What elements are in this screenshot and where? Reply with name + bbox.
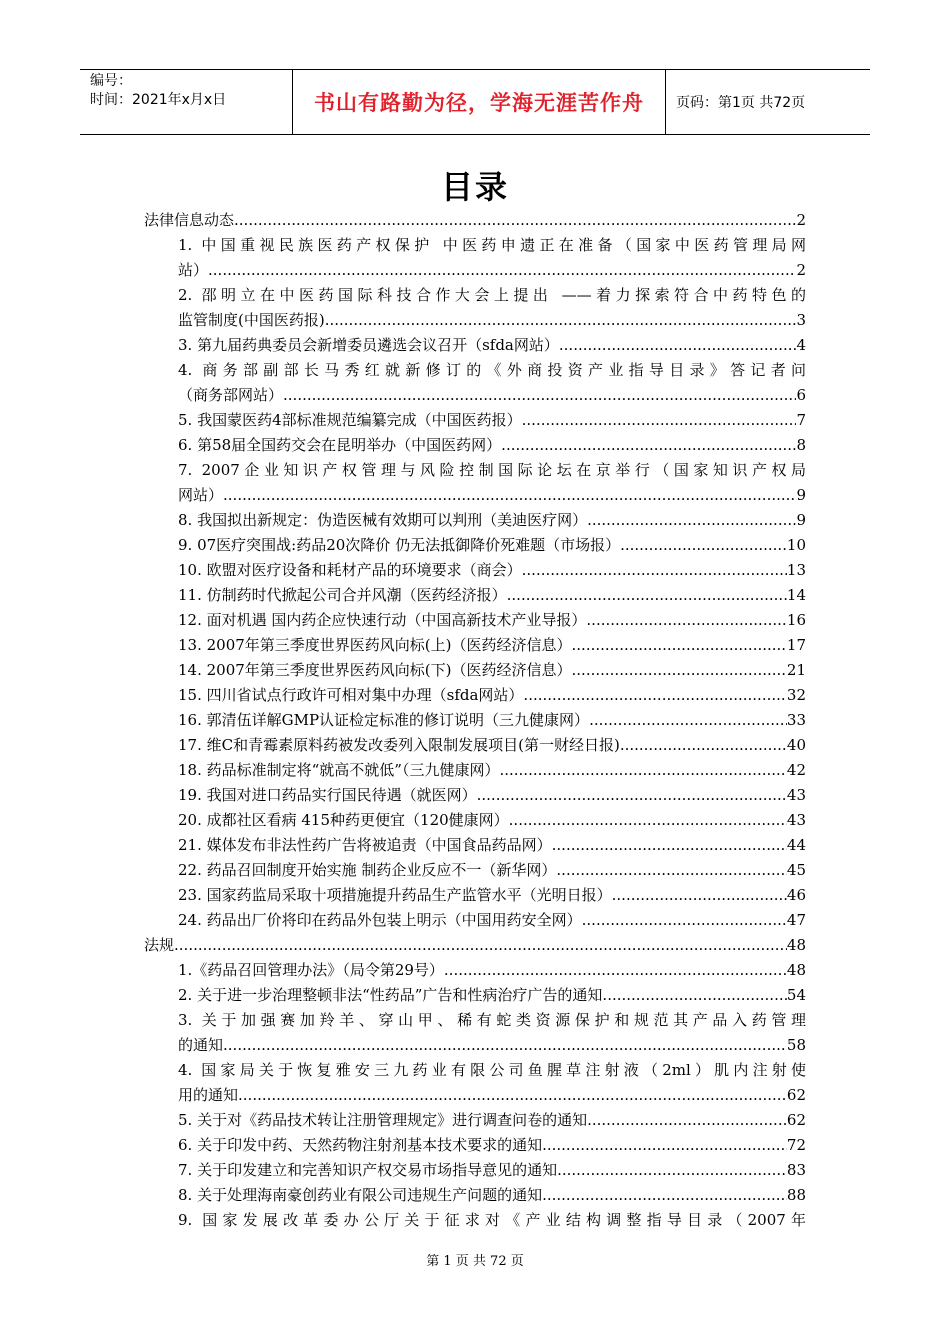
toc-dot-leader xyxy=(523,683,786,708)
toc-entry-text: 用的通知 xyxy=(178,1086,239,1104)
toc-entry-text: 2. 关于进一步治理整顿非法“性药品”广告和性病治疗广告的通知 xyxy=(178,986,603,1004)
toc-dot-leader xyxy=(522,558,787,583)
toc-entry-text: 17. 维C和青霉素原料药被发改委列入限制发展项目(第一财经日报) xyxy=(178,736,620,754)
toc-page-number: 46 xyxy=(786,886,806,904)
toc-entry-text: 网站） xyxy=(178,486,224,504)
toc-page-number: 88 xyxy=(786,1186,806,1204)
page-title: 目录 xyxy=(440,168,509,206)
toc-entry[interactable] xyxy=(144,933,806,958)
toc-dot-leader xyxy=(557,1158,787,1183)
toc-entry-text: 10. 欧盟对医疗设备和耗材产品的环境要求（商会） xyxy=(178,561,522,579)
toc-entry[interactable] xyxy=(144,608,806,633)
toc-entry-text: 法规 xyxy=(144,936,175,954)
toc-entry[interactable] xyxy=(144,958,806,983)
toc-entry[interactable] xyxy=(144,208,806,233)
toc-dot-leader xyxy=(238,1083,787,1108)
toc-dot-leader xyxy=(444,958,787,983)
toc-entry[interactable] xyxy=(144,633,806,658)
toc-entry-text: 20. 成都社区看病 415种药更便宜（120健康网） xyxy=(178,811,509,829)
toc-entry-text: 监管制度(中国医药报) xyxy=(178,311,325,329)
toc-dot-leader xyxy=(283,383,796,408)
toc-dot-leader xyxy=(223,1033,787,1058)
toc-entry[interactable] xyxy=(144,1133,806,1158)
toc-entry-text: 24. 药品出厂价将印在药品外包装上明示（中国用药安全网） xyxy=(178,911,582,929)
toc-entry-text: 15. 四川省试点行政许可相对集中办理（sfda网站） xyxy=(178,686,524,704)
toc-page-number: 7 xyxy=(796,411,806,429)
toc-entry-text: 站） xyxy=(178,261,209,279)
page-footer: 第 1 页 共 72 页 xyxy=(426,1254,524,1269)
toc-dot-leader xyxy=(234,208,796,233)
toc-page-number: 45 xyxy=(786,861,806,879)
toc-entry-text: 9. 国家发展改革委办公厅关于征求对《产业结构调整指导目录（2007年 xyxy=(178,1211,806,1229)
toc-dot-leader xyxy=(572,658,787,683)
toc-entry-text: 法律信息动态 xyxy=(144,211,235,229)
toc-page-number: 40 xyxy=(786,736,806,754)
toc-page-number: 21 xyxy=(786,661,806,679)
toc-page-number: 72 xyxy=(786,1136,806,1154)
toc-entry-text: 11. 仿制药时代掀起公司合并风潮（医药经济报） xyxy=(178,586,507,604)
toc-entry-text: 4. 国家局关于恢复雅安三九药业有限公司鱼腥草注射液（2ml）肌内注射使 xyxy=(178,1061,806,1079)
toc-entry[interactable] xyxy=(144,283,806,333)
toc-dot-leader xyxy=(507,583,787,608)
toc-entry-text: 21. 媒体发布非法性药广告将被追责（中国食品药品网） xyxy=(178,836,552,854)
toc-entry[interactable] xyxy=(144,583,806,608)
toc-entry-text: 6. 第58届全国药交会在昆明举办（中国医药网） xyxy=(178,436,502,454)
toc-dot-leader xyxy=(552,833,787,858)
toc-entry[interactable] xyxy=(144,358,806,408)
toc-dot-leader xyxy=(620,733,787,758)
toc-entry-text: 9. 07医疗突围战:药品20次降价 仍无法抵御降价死难题（市场报） xyxy=(178,536,621,554)
toc-entry-text: 的通知 xyxy=(178,1036,224,1054)
document-time: 时间：2021年x月x日 xyxy=(90,92,227,108)
toc-entry[interactable] xyxy=(144,783,806,808)
toc-entry-text: 8. 我国拟出新规定：伪造医械有效期可以判刑（美迪医疗网） xyxy=(178,511,588,529)
toc-dot-leader xyxy=(620,533,787,558)
toc-page-number: 6 xyxy=(796,386,806,404)
toc-dot-leader xyxy=(572,633,787,658)
toc-entry[interactable] xyxy=(144,233,806,283)
toc-page-number: 9 xyxy=(796,511,806,529)
table-of-contents xyxy=(144,208,806,1233)
toc-entry-text: 8. 关于处理海南豪创药业有限公司违规生产问题的通知 xyxy=(178,1186,543,1204)
toc-page-number: 62 xyxy=(786,1111,806,1129)
page-header xyxy=(80,69,870,135)
toc-page-number: 10 xyxy=(786,536,806,554)
toc-entry[interactable] xyxy=(144,1008,806,1058)
toc-entry[interactable] xyxy=(144,808,806,833)
toc-page-number: 14 xyxy=(786,586,806,604)
toc-entry-text: 7. 关于印发建立和完善知识产权交易市场指导意见的通知 xyxy=(178,1161,558,1179)
toc-page-number: 8 xyxy=(796,436,806,454)
header-motto: 书山有路勤为径，学海无涯苦作舟 xyxy=(292,70,666,134)
toc-page-number: 13 xyxy=(786,561,806,579)
toc-dot-leader xyxy=(587,1108,787,1133)
toc-entry[interactable] xyxy=(144,508,806,533)
toc-entry[interactable] xyxy=(144,408,806,433)
toc-page-number: 16 xyxy=(786,611,806,629)
toc-page-number: 2 xyxy=(796,211,806,229)
toc-entry[interactable] xyxy=(144,683,806,708)
toc-dot-leader xyxy=(556,858,787,883)
toc-entry-text: 1.《药品召回管理办法》（局令第29号） xyxy=(178,961,444,979)
toc-dot-leader xyxy=(542,1183,787,1208)
toc-dot-leader xyxy=(477,783,787,808)
toc-entry-text: 6. 关于印发中药、天然药物注射剂基本技术要求的通知 xyxy=(178,1136,543,1154)
toc-entry[interactable] xyxy=(144,1183,806,1208)
toc-page-number: 32 xyxy=(786,686,806,704)
toc-entry[interactable] xyxy=(144,1108,806,1133)
toc-entry-text: 14. 2007年第三季度世界医药风向标(下)（医药经济信息） xyxy=(178,661,572,679)
toc-entry[interactable] xyxy=(144,758,806,783)
toc-page-number: 43 xyxy=(786,811,806,829)
toc-entry[interactable] xyxy=(144,433,806,458)
toc-entry-text: （商务部网站） xyxy=(178,386,284,404)
toc-page-number: 2 xyxy=(796,261,806,279)
toc-entry-text: 5. 我国蒙医药4部标准规范编纂完成（中国医药报） xyxy=(178,411,522,429)
toc-page-number: 54 xyxy=(786,986,806,1004)
toc-dot-leader xyxy=(589,708,787,733)
toc-entry-text: 18. 药品标准制定将“就高不就低”（三九健康网） xyxy=(178,761,500,779)
toc-entry[interactable] xyxy=(144,908,806,933)
toc-entry[interactable] xyxy=(144,883,806,908)
toc-dot-leader xyxy=(522,408,797,433)
header-page-info: 页码：第1页 共72页 xyxy=(676,95,806,111)
toc-page-number: 44 xyxy=(786,836,806,854)
toc-dot-leader xyxy=(325,308,797,333)
toc-page-number: 47 xyxy=(786,911,806,929)
toc-page-number: 33 xyxy=(786,711,806,729)
toc-entry[interactable] xyxy=(144,833,806,858)
toc-entry-text: 3. 第九届药典委员会新增委员遴选会议召开（sfda网站） xyxy=(178,336,559,354)
toc-dot-leader xyxy=(587,508,796,533)
header-meta xyxy=(80,70,292,134)
toc-dot-leader xyxy=(223,483,796,508)
toc-entry-text: 4. 商务部副部长马秀红就新修订的《外商投资产业指导目录》答记者问 xyxy=(178,361,806,379)
toc-entry-text: 5. 关于对《药品技术转让注册管理规定》进行调查问卷的通知 xyxy=(178,1111,588,1129)
toc-page-number: 3 xyxy=(796,311,806,329)
toc-entry[interactable] xyxy=(144,458,806,508)
toc-entry-text: 22. 药品召回制度开始实施 制药企业反应不一（新华网） xyxy=(178,861,557,879)
document-number-label: 编号： xyxy=(90,73,132,89)
toc-page-number: 83 xyxy=(786,1161,806,1179)
toc-entry[interactable] xyxy=(144,533,806,558)
toc-page-number: 43 xyxy=(786,786,806,804)
toc-dot-leader xyxy=(499,758,786,783)
toc-entry[interactable] xyxy=(144,708,806,733)
toc-entry-text: 12. 面对机遇 国内药企应快速行动（中国高新技术产业导报） xyxy=(178,611,587,629)
toc-entry-text: 23. 国家药监局采取十项措施提升药品生产监管水平（光明日报） xyxy=(178,886,612,904)
toc-entry[interactable] xyxy=(144,558,806,583)
toc-page-number: 9 xyxy=(796,486,806,504)
toc-entry-text: 1. 中国重视民族医药产权保护 中医药申遗正在准备（国家中医药管理局网 xyxy=(178,236,806,254)
toc-entry[interactable] xyxy=(144,733,806,758)
toc-dot-leader xyxy=(509,808,787,833)
toc-entry-text: 19. 我国对进口药品实行国民待遇（就医网） xyxy=(178,786,477,804)
toc-entry[interactable] xyxy=(144,1158,806,1183)
toc-dot-leader xyxy=(586,608,787,633)
toc-entry-text: 7. 2007企业知识产权管理与风险控制国际论坛在京举行（国家知识产权局 xyxy=(178,461,806,479)
toc-dot-leader xyxy=(559,333,797,358)
toc-dot-leader xyxy=(174,933,787,958)
toc-page-number: 17 xyxy=(786,636,806,654)
toc-dot-leader xyxy=(501,433,796,458)
toc-entry-text: 16. 郭清伍详解GMP认证检定标准的修订说明（三九健康网） xyxy=(178,711,590,729)
toc-dot-leader xyxy=(582,908,787,933)
toc-entry[interactable] xyxy=(144,983,806,1008)
toc-page-number: 62 xyxy=(786,1086,806,1104)
toc-dot-leader xyxy=(208,258,796,283)
toc-entry-text: 13. 2007年第三季度世界医药风向标(上)（医药经济信息） xyxy=(178,636,572,654)
toc-page-number: 4 xyxy=(796,336,806,354)
toc-entry-text: 3. 关于加强赛加羚羊、穿山甲、稀有蛇类资源保护和规范其产品入药管理 xyxy=(178,1011,806,1029)
toc-dot-leader xyxy=(542,1133,787,1158)
toc-entry[interactable] xyxy=(144,658,806,683)
toc-page-number: 58 xyxy=(786,1036,806,1054)
toc-page-number: 48 xyxy=(786,961,806,979)
toc-dot-leader xyxy=(612,883,787,908)
toc-entry-text: 2. 邵明立在中医药国际科技合作大会上提出 ——着力探索符合中药特色的 xyxy=(178,286,806,304)
toc-entry[interactable] xyxy=(144,1208,806,1233)
toc-page-number: 48 xyxy=(786,936,806,954)
toc-entry[interactable] xyxy=(144,333,806,358)
toc-page-number: 42 xyxy=(786,761,806,779)
toc-entry[interactable] xyxy=(144,858,806,883)
toc-dot-leader xyxy=(602,983,786,1008)
toc-entry[interactable] xyxy=(144,1058,806,1108)
